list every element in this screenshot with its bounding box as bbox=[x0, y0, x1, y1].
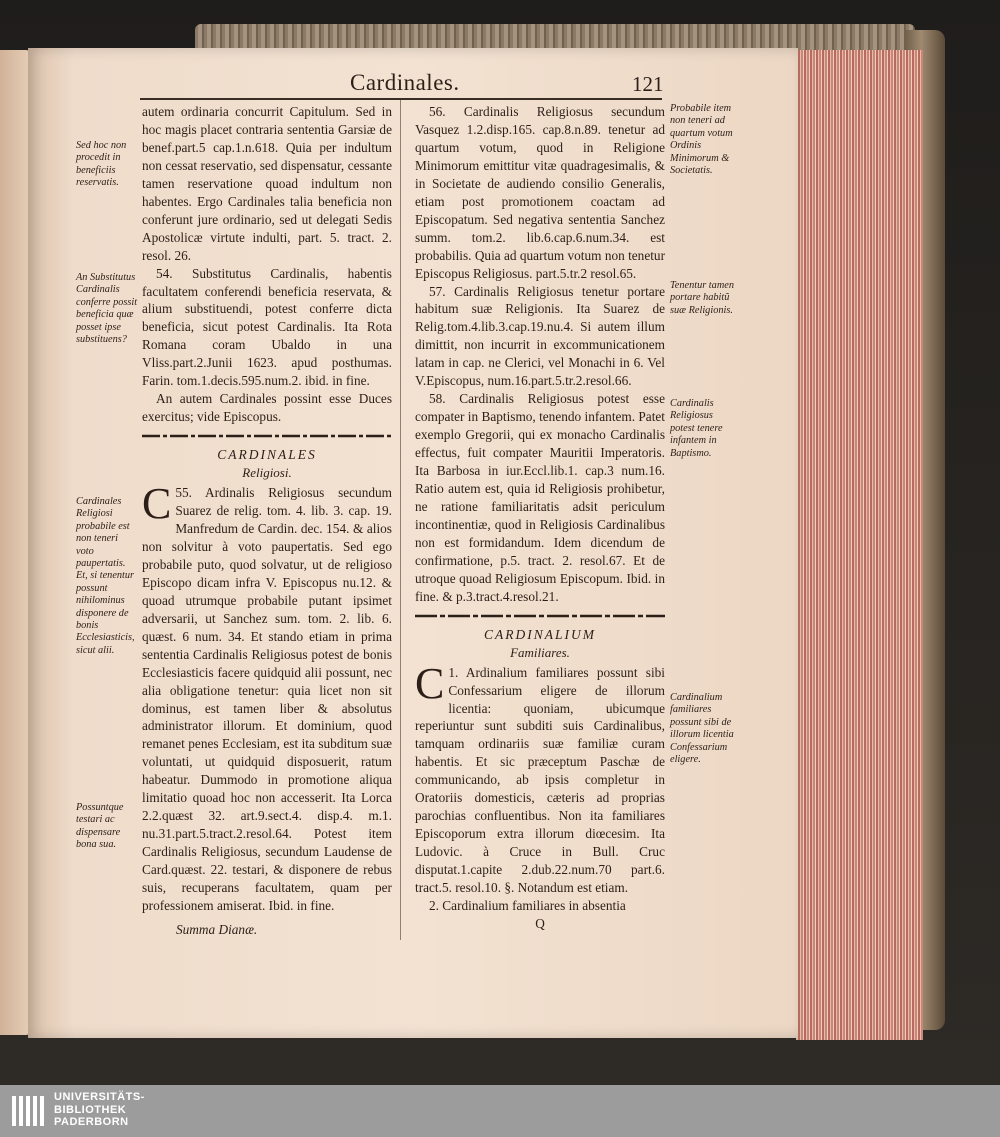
library-name-line: UNIVERSITÄTS- bbox=[54, 1091, 145, 1103]
margin-note: Probabile item non teneri ad quartum votum Ordinis Minimorum & Societatis. bbox=[670, 103, 733, 177]
section-paragraph: 55. Ardinalis Religiosus secundum Suarez de relig. tom. 4. lib. 3. cap. 19. Manfredum de Cardin. dec. 154. & alios non solvitur à voto paupertatis. Sed ego probabile puto, quod solvatur, ut de religioso Episcopo dicam infra V. Episcopus nu.12. & quoad utrumque probabile putant ipsimet adversarii, ut Sanchez sum. tom. 2. lib. 6. quæst. 6 num. 34. Et stando etiam in prima sententia Cardinalis Religiosus potest de bonis Ecclesiasticis facere quidquid alii possunt, nec alia obligatione tenetur: quia licet non sit dominus, est tamen liber & absolutus administrator illorum. Et dominium, quod remanet penes Ecclesiam, est ita subditum suæ voluntati, ut quidquid disposuerit, ratum habeatur. Dummodo in promotione aliqua limitatio quoad hoc non accesserit. Ita Lorca 2.2.quæst 32. art.9.sect.4. disp.4. m.1. nu.31.part.5.tract.2.resol.64. Potest item Cardinalis Religiosus, secundum Laudense de Card.quæst. 22. testari, & disponere de rebus suis, recuperans facultatem, quam per professionem amiserat. Ibid. in fine. bbox=[142, 485, 392, 913]
library-name-line: BIBLIOTHEK bbox=[54, 1103, 127, 1116]
section-subheading: Religiosi. bbox=[242, 465, 292, 481]
section-paragraph: 1. Ardinalium familiares possunt sibi Confessarium eligere de illorum licentia: quoniam, ubicumque reperiuntur sunt subditi suis Cardinalibus, tamquam ordinariis suæ familiæ curam habentis. Et sic præceptum Paschæ de communicando, ab ipsis completur in Oratoriis domesticis, cæteris ad proprias parochias confluentibus. Non ita familiares Episcoporum extra illorum diœcesim. Ita Ludovic. à Cruce in Bull. Cruc disputat.1.capite 2.dub.22.num.70 part.6. tract.5. resol.10. §. Notandum est etiam. bbox=[415, 664, 665, 896]
margin-note: An Substitutus Cardinalis conferre possit beneficia quæ posset ipse substituens? bbox=[76, 272, 138, 346]
section-heading: CARDINALIUM bbox=[484, 626, 596, 642]
left-column bbox=[142, 103, 392, 939]
margin-note: Cardinalium familiares possunt sibi de illorum licentia Confessarium eligere. bbox=[670, 692, 734, 766]
library-logo-icon bbox=[10, 1092, 48, 1130]
last-line: 2. Cardinalium familiares in absentia bbox=[429, 897, 626, 913]
paragraph: 56. Cardinalis Religiosus secundum Vasquez 1.2.disp.165. cap.8.n.89. tenetur ad quartum votum, quod in Religione Minimorum emittitur vitæ quadragesimalis, & in Societate de audiendo consilio Generalis, etiam post promotionem coactam ad Episcopatum. Sed negativa sententia Sanchez summ. tom.2. lib.6.cap.6.num.34. est probabilis. Quia ad quartum votum non tenetur Episcopus Religiosus. part.5.tr.2 resol.65. bbox=[415, 104, 666, 281]
drop-capital: C bbox=[415, 658, 445, 708]
margin-note: Tenentur tamen portare habitũ suæ Religionis. bbox=[670, 280, 734, 316]
ornament-rule bbox=[142, 432, 392, 440]
library-name-line: PADERBORN bbox=[54, 1116, 129, 1128]
page-fore-edge bbox=[796, 50, 923, 1040]
margin-note: Cardinales Religiosi probabile est non teneri voto paupertatis. Et, si tenentur possunt nihilominus disponere de bonis Ecclesiasticis, sicut alii. bbox=[76, 496, 135, 656]
right-column bbox=[415, 103, 665, 933]
section-heading: CARDINALES bbox=[217, 447, 317, 463]
margin-note: Possuntque testari ac dispensare bona sua. bbox=[76, 802, 124, 851]
library-footer bbox=[0, 1085, 1000, 1137]
signature-mark: Q bbox=[535, 915, 545, 931]
paragraph: autem ordinaria concurrit Capitulum. Sed in hoc magis placet contraria sententia Garsiæ de benef.part.5 cap.1.n.618. Quia per indultum non cessat reservatio, sed dispensatur, cessante tamen reservatione quoad indultum non habentes. Ergo Cardinales talia beneficia non conferunt jure ordinario, sed ut delegati Sedis Apostolicæ virtute indulti, part. 5. tract. 2. resol. 26. bbox=[142, 104, 392, 263]
section-subheading: Familiares. bbox=[510, 644, 570, 660]
column-rule bbox=[400, 100, 401, 940]
margin-note: Cardinalis Religiosus potest tenere infantem in Baptismo. bbox=[670, 398, 723, 459]
paragraph: 58. Cardinalis Religiosus potest esse compater in Baptismo, tenendo infantem. Patet exemplo Gregorii, qui ex monacho Cardinalis effectus, fuit compater Mauritii Imperatoris. Ita Barbosa in iur.Eccl.lib.1. cap.3 num.16. Ratio autem est, quia id Religiosis prohibetur, ne ratione familiaritatis adsit periculum incontinentiæ, quod in Religiosis Cardinalibus non est formidandum. Idem dicendum de confirmatione, p.5. tract. 2. resol.67. Et de utroque quoad Religiosum Episcopum. Ibid. in fine. & p.3.tract.4.resol.21. bbox=[415, 391, 665, 604]
catchword: Summa Dianæ. bbox=[176, 921, 258, 937]
paragraph: 57. Cardinalis Religiosus tenetur portare habitum suæ Religionis. Ita Suarez de Relig.tom.4.lib.3.cap.19.nu.4. Si autem illum dimittit, non incurrit in excommunicationem latam in cap. ne Clerici, vel Monachi in 6. Vel V.Episcopus, num.16.part.5.tr.2.resol.66. bbox=[415, 283, 665, 389]
ornament-rule bbox=[415, 612, 665, 620]
running-title: Cardinales. bbox=[350, 70, 460, 95]
paragraph: 54. Substitutus Cardinalis, habentis facultatem conferendi beneficia reservata, & alium substituendi, potest conferre dicta beneficia, sicut potest Cardinalis. Ita Rota Romana coram Ubaldo in una Vliss.part.2.Junii 1623. apud posthumas. Farin. tom.1.decis.595.num.2. ibid. in fine. bbox=[142, 265, 392, 389]
drop-capital: C bbox=[142, 479, 172, 529]
page-number: 121 bbox=[632, 72, 664, 96]
paragraph: An autem Cardinales possint esse Duces exercitus; vide Episcopus. bbox=[142, 391, 392, 425]
header-rule bbox=[140, 98, 662, 100]
margin-note: Sed hoc non procedit in beneficiis reservatis. bbox=[76, 140, 127, 189]
library-name bbox=[54, 1091, 145, 1129]
